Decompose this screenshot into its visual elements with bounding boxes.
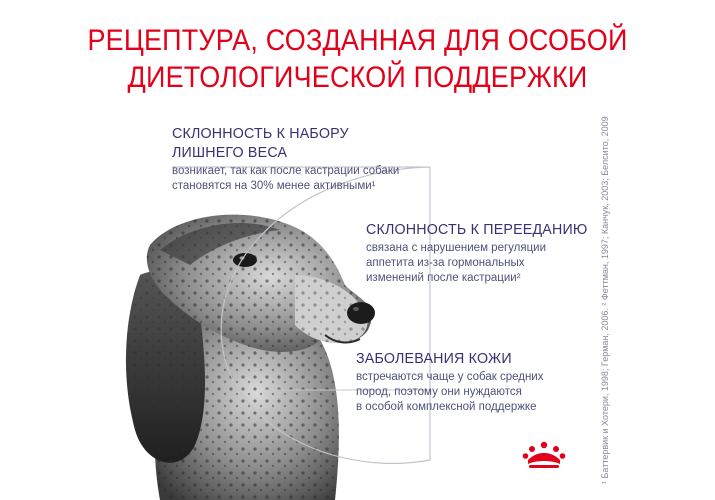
point-skin-diseases-line-3: в особой комплексной поддержке (356, 401, 537, 413)
point-overeating-title: СКЛОННОСТЬ К ПЕРЕЕДАНИЮ (366, 221, 588, 238)
headline-line-1: РЕЦЕПТУРА, СОЗДАННАЯ ДЛЯ ОСОБОЙ (87, 24, 628, 57)
point-overeating-line-2: аппетита из-за гормональных (366, 257, 525, 269)
point-overeating-line-1: связана с нарушением регуляции (366, 242, 547, 254)
royal-canin-crown-logo-icon (522, 440, 566, 470)
headline (36, 22, 680, 96)
point-weight-gain-line-2: становятся на 30% менее активными¹ (172, 180, 376, 192)
point-overeating (366, 220, 588, 286)
point-weight-gain-title: СКЛОННОСТЬ К НАБОРУ ЛИШНЕГО ВЕСА (172, 125, 349, 161)
point-skin-diseases (356, 349, 566, 415)
point-skin-diseases-line-1: встречаются чаще у собак средних (356, 371, 544, 383)
point-skin-diseases-line-2: пород, поэтому они нуждаются (356, 386, 522, 398)
point-weight-gain-line-1: возникает, так как после кастрации собаки (172, 165, 400, 177)
references-footnote: ¹ Баттервик и Хотери, 1998; Герман, 2006. ² Феттман, 1997; Канчук, 2003; Белсито, 2009 (600, 116, 610, 484)
point-skin-diseases-title: ЗАБОЛЕВАНИЯ КОЖИ (356, 350, 512, 367)
point-overeating-line-3: изменений после кастрации² (366, 272, 521, 284)
point-weight-gain (172, 124, 432, 194)
headline-line-2: ДИЕТОЛОГИЧЕСКОЙ ПОДДЕРЖКИ (127, 61, 588, 94)
